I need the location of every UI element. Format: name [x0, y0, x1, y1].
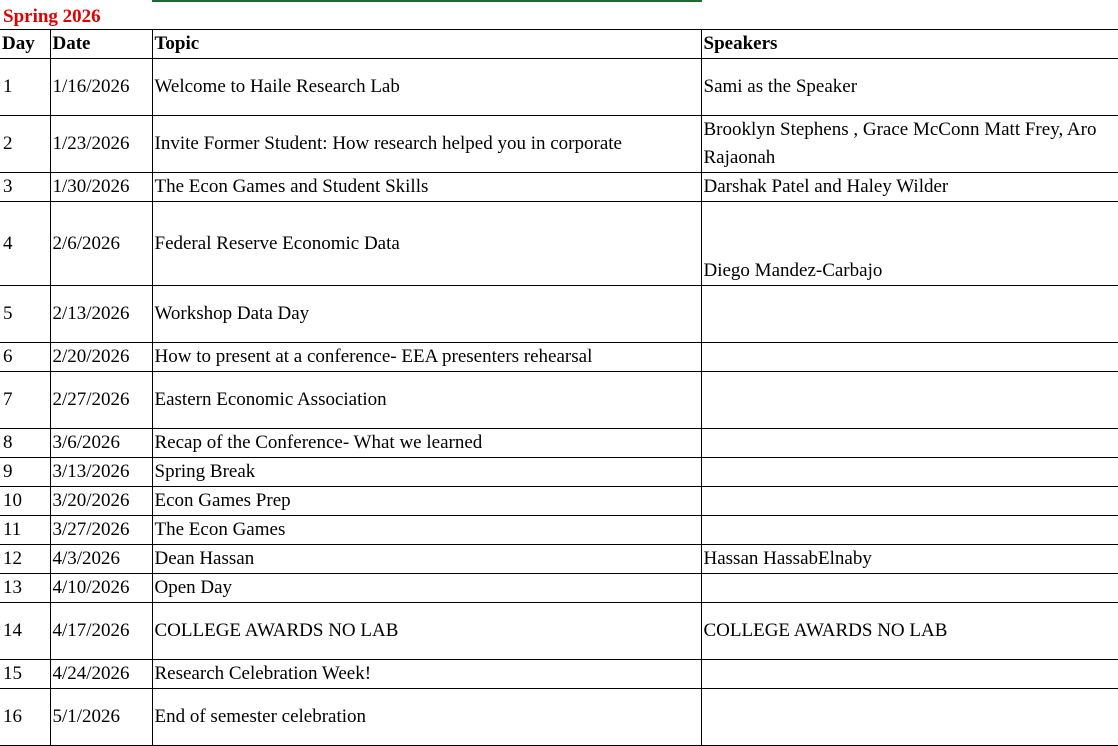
cell-day[interactable]: 15 [0, 660, 50, 689]
cell-date[interactable]: 2/27/2026 [50, 372, 152, 429]
cell-speakers[interactable] [701, 372, 1118, 429]
cell-date[interactable]: 4/10/2026 [50, 574, 152, 603]
cell-topic[interactable]: The Econ Games and Student Skills [152, 173, 701, 202]
table-row [0, 487, 1118, 516]
cell-day[interactable]: 1 [0, 59, 50, 116]
cell-day[interactable]: 2 [0, 116, 50, 173]
cell-speakers[interactable] [701, 343, 1118, 372]
cell-speakers[interactable]: Hassan HassabElnaby [701, 545, 1118, 574]
cell-speakers[interactable] [701, 574, 1118, 603]
cell-speakers[interactable]: Sami as the Speaker [701, 59, 1118, 116]
cell-date[interactable]: 2/6/2026 [50, 202, 152, 286]
cell-date[interactable]: 4/17/2026 [50, 603, 152, 660]
table-row [0, 372, 1118, 429]
cell-speakers[interactable] [701, 429, 1118, 458]
top-green-border [152, 0, 702, 2]
cell-day[interactable]: 4 [0, 202, 50, 286]
header-row [0, 30, 1118, 59]
cell-date[interactable]: 4/3/2026 [50, 545, 152, 574]
cell-topic[interactable]: Invite Former Student: How research helped you in corporate [152, 116, 701, 173]
header-date[interactable]: Date [50, 30, 152, 59]
cell-speakers[interactable] [701, 689, 1118, 746]
cell-date[interactable]: 3/13/2026 [50, 458, 152, 487]
schedule-table [0, 29, 1118, 746]
cell-speakers[interactable]: COLLEGE AWARDS NO LAB [701, 603, 1118, 660]
cell-date[interactable]: 1/16/2026 [50, 59, 152, 116]
table-row [0, 574, 1118, 603]
cell-speakers[interactable] [701, 516, 1118, 545]
cell-topic[interactable]: Federal Reserve Economic Data [152, 202, 701, 286]
cell-day[interactable]: 12 [0, 545, 50, 574]
table-row [0, 286, 1118, 343]
cell-topic[interactable]: Recap of the Conference- What we learned [152, 429, 701, 458]
header-speakers[interactable]: Speakers [701, 30, 1118, 59]
cell-topic[interactable]: Workshop Data Day [152, 286, 701, 343]
table-row [0, 458, 1118, 487]
cell-day[interactable]: 14 [0, 603, 50, 660]
cell-date[interactable]: 2/20/2026 [50, 343, 152, 372]
cell-topic[interactable]: COLLEGE AWARDS NO LAB [152, 603, 701, 660]
cell-date[interactable]: 3/6/2026 [50, 429, 152, 458]
cell-topic[interactable]: End of semester celebration [152, 689, 701, 746]
table-row [0, 660, 1118, 689]
cell-speakers[interactable]: Diego Mandez-Carbajo [701, 202, 1118, 286]
cell-date[interactable]: 1/30/2026 [50, 173, 152, 202]
cell-date[interactable]: 3/27/2026 [50, 516, 152, 545]
cell-date[interactable]: 2/13/2026 [50, 286, 152, 343]
table-row [0, 116, 1118, 173]
cell-day[interactable]: 13 [0, 574, 50, 603]
cell-topic[interactable]: Open Day [152, 574, 701, 603]
cell-topic[interactable]: The Econ Games [152, 516, 701, 545]
cell-topic[interactable]: Econ Games Prep [152, 487, 701, 516]
cell-day[interactable]: 16 [0, 689, 50, 746]
table-row [0, 545, 1118, 574]
table-row [0, 603, 1118, 660]
cell-speakers[interactable]: Brooklyn Stephens , Grace McConn Matt Frey, Aro Rajaonah [701, 116, 1118, 173]
table-row [0, 173, 1118, 202]
table-row [0, 516, 1118, 545]
header-topic[interactable]: Topic [152, 30, 701, 59]
cell-day[interactable]: 8 [0, 429, 50, 458]
table-row [0, 343, 1118, 372]
table-row [0, 59, 1118, 116]
cell-topic[interactable]: How to present at a conference- EEA presenters rehearsal [152, 343, 701, 372]
cell-day[interactable]: 7 [0, 372, 50, 429]
cell-day[interactable]: 9 [0, 458, 50, 487]
cell-speakers[interactable] [701, 286, 1118, 343]
page-title: Spring 2026 [3, 6, 101, 27]
cell-date[interactable]: 5/1/2026 [50, 689, 152, 746]
cell-day[interactable]: 11 [0, 516, 50, 545]
cell-topic[interactable]: Eastern Economic Association [152, 372, 701, 429]
cell-speakers[interactable] [701, 458, 1118, 487]
table-row [0, 429, 1118, 458]
cell-day[interactable]: 3 [0, 173, 50, 202]
cell-date[interactable]: 4/24/2026 [50, 660, 152, 689]
table-row [0, 202, 1118, 286]
cell-topic[interactable]: Spring Break [152, 458, 701, 487]
cell-date[interactable]: 1/23/2026 [50, 116, 152, 173]
cell-day[interactable]: 5 [0, 286, 50, 343]
cell-topic[interactable]: Dean Hassan [152, 545, 701, 574]
cell-speakers[interactable] [701, 487, 1118, 516]
cell-speakers[interactable] [701, 660, 1118, 689]
cell-date[interactable]: 3/20/2026 [50, 487, 152, 516]
header-day[interactable]: Day [0, 30, 50, 59]
table-row [0, 689, 1118, 746]
cell-speakers[interactable]: Darshak Patel and Haley Wilder [701, 173, 1118, 202]
cell-day[interactable]: 6 [0, 343, 50, 372]
cell-day[interactable]: 10 [0, 487, 50, 516]
cell-topic[interactable]: Research Celebration Week! [152, 660, 701, 689]
cell-topic[interactable]: Welcome to Haile Research Lab [152, 59, 701, 116]
